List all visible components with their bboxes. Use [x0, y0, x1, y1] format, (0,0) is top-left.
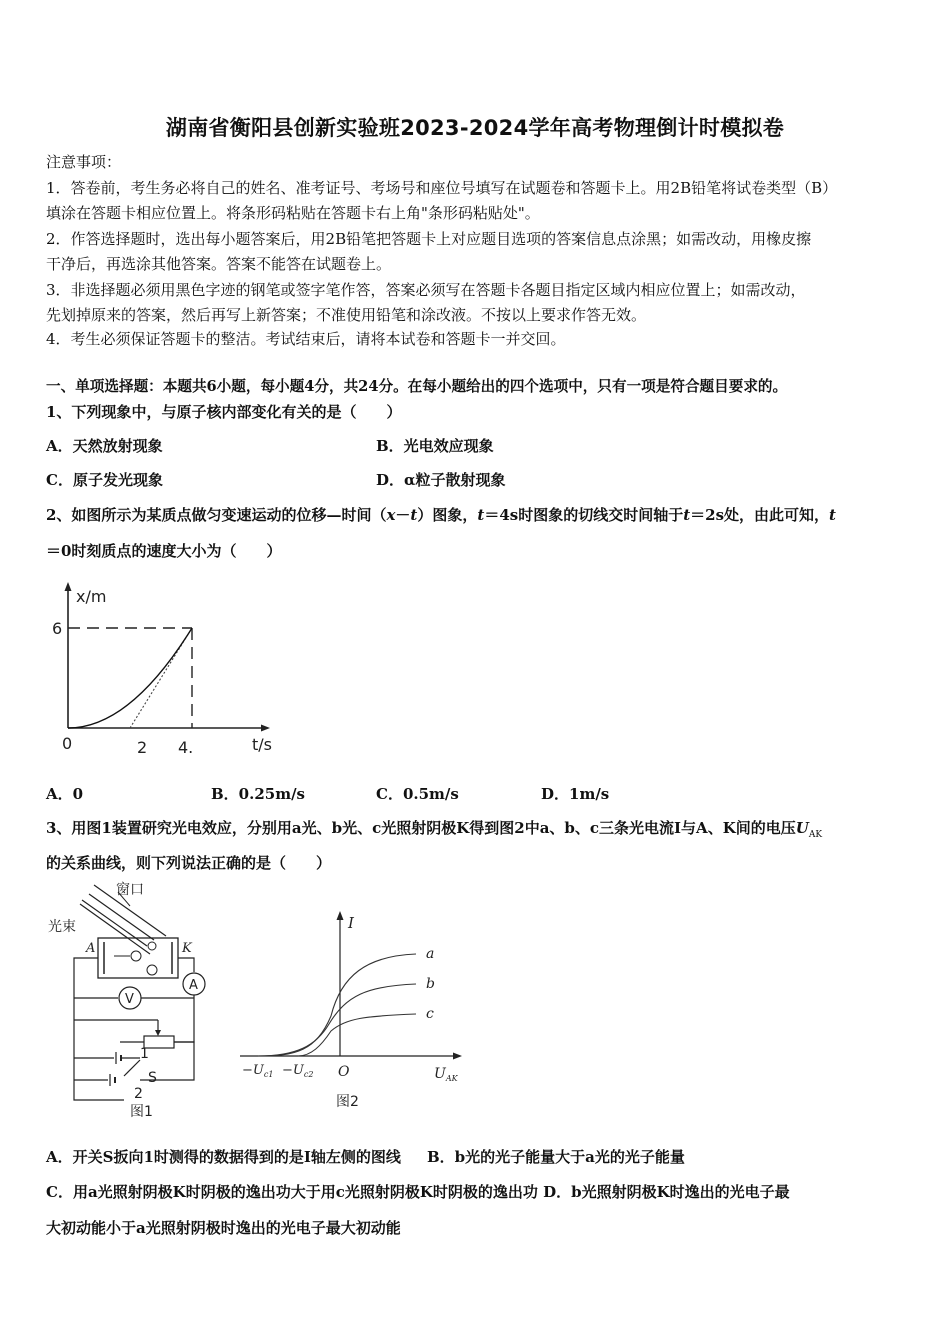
q2-stem-part-1: 2、如图所示为某质点做匀变速运动的位移—时间（ [46, 506, 387, 524]
u-main: U [434, 1066, 446, 1082]
curve-c [298, 1014, 416, 1056]
q2-var-t-3: t [683, 506, 691, 524]
anode-label: A [86, 941, 96, 956]
position-curve [68, 628, 192, 728]
notice-line-3: 2．作答选择题时，选出每小题答案后，用2B铅笔把答题卡上对应题目选项的答案信息点涂黑；如需改动，用橡皮擦 [46, 230, 812, 248]
i-axis-arrow [337, 911, 344, 920]
q2-stem-line-2: ＝0时刻质点的速度大小为（ ） [46, 542, 282, 560]
switch-position-2: 2 [134, 1086, 143, 1102]
section-heading: 一、单项选择题：本题共6小题，每小题4分，共24分。在每小题给出的四个选项中，只有一项是符合题目要求的。 [46, 378, 788, 395]
q3-stem-line-1 [46, 818, 822, 845]
q2-var-x: x [386, 506, 396, 524]
origin-label: O [338, 1064, 350, 1080]
switch-position-1: 1 [140, 1046, 149, 1062]
y-tick-6: 6 [52, 619, 63, 638]
voltmeter-label: V [125, 992, 134, 1007]
vacuum-tube [98, 938, 178, 978]
x-tick-0: 0 [62, 734, 73, 753]
q2-var-t: t [410, 506, 418, 524]
x-tick-2: 2 [137, 738, 148, 757]
stopping-voltage-c1 [242, 1063, 273, 1079]
q1-option-b: B．光电效应现象 [376, 437, 494, 455]
q2-option-a: A．0 [46, 785, 84, 803]
uc2-main: −U [282, 1063, 304, 1078]
q2-stem-part-4: ＝2s处，由此可知， [690, 506, 830, 524]
figure-1-caption: 图1 [130, 1104, 153, 1120]
q3-stem-part-1: 3、用图1装置研究光电效应，分别用a光、b光、c光照射阴极K得到图2中a、b、c三条光电流I与A、K间的电压 [46, 819, 796, 837]
x-tick-4: 4. [178, 738, 194, 757]
u-sub: AK [445, 1074, 458, 1083]
page-title: 湖南省衡阳县创新实验班2023-2024学年高考物理倒计时模拟卷 [165, 116, 785, 140]
notice-line-6: 先划掉原来的答案，然后再写上新答案；不准使用铅笔和涂改液。不按以上要求作答无效。 [46, 306, 647, 324]
curve-c-label: c [426, 1006, 434, 1022]
q2-position-time-graph [40, 578, 300, 768]
q2-stem-line-1 [46, 505, 836, 525]
electron-symbol [131, 951, 141, 961]
q2-var-t-4: t [829, 506, 836, 524]
light-beam-line [82, 900, 147, 946]
figure-2-caption: 图2 [336, 1094, 359, 1110]
uc1-sub: c1 [263, 1070, 274, 1079]
q2-option-b: B．0.25m/s [211, 785, 306, 803]
curve-b-label: b [426, 976, 435, 992]
q2-stem-part-2: ）图象， [417, 506, 478, 524]
uc2-sub: c2 [303, 1070, 314, 1079]
q3-option-row-ab [46, 1147, 685, 1167]
y-axis-arrow [65, 582, 72, 591]
notice-line-5: 3．非选择题必须用黑色字迹的钢笔或签字笔作答，答案必须写在答题卡各题目指定区域内相应位置上；如需改动， [46, 281, 806, 299]
q3-var-u: U [795, 819, 809, 837]
electron-symbol [148, 942, 156, 950]
q1-option-d: D．α粒子散射现象 [376, 471, 506, 489]
q3-option-cd-line-1: C．用a光照射阴极K时阴极的逸出功大于用c光照射阴极K时阴极的逸出功 D．b光照射阴极K时逸出的光电子最 [46, 1183, 790, 1201]
q1-option-a: A．天然放射现象 [46, 437, 163, 455]
q1-stem: 1、下列现象中，与原子核内部变化有关的是（ ） [46, 403, 402, 421]
x-axis-arrow [261, 725, 270, 732]
stopping-voltage-c2 [282, 1063, 313, 1079]
q2-option-d: D．1m/s [541, 785, 610, 803]
electron-symbol [147, 965, 157, 975]
curve-a [258, 954, 416, 1056]
circuit-wire [74, 958, 124, 1100]
switch-label: S [148, 1070, 157, 1086]
cathode-label: K [182, 941, 192, 956]
notice-line-7: 4．考生必须保证答题卡的整洁。考试结束后，请将本试卷和答题卡一并交回。 [46, 330, 566, 348]
q3-option-a: A．开关S扳向1时测得的数据得到的是I轴左侧的图线 [46, 1148, 401, 1166]
notice-line-2: 填涂在答题卡相应位置上。将条形码粘贴在答题卡右上角"条形码粘贴处"。 [46, 204, 540, 222]
q3-option-cd-line-2: 大初动能小于a光照射阴极时逸出的光电子最大初动能 [46, 1219, 401, 1237]
notice-heading: 注意事项： [46, 153, 122, 171]
x-axis-label: t/s [252, 735, 272, 754]
q2-stem-dash: － [395, 506, 411, 524]
q2-option-c: C．0.5m/s [376, 785, 459, 803]
u-axis-label [434, 1066, 459, 1083]
i-axis-label: I [348, 914, 354, 932]
notice-line-4: 干净后，再选涂其他答案。答案不能答在试题卷上。 [46, 255, 392, 273]
circuit-wire [178, 958, 194, 972]
q3-var-u-sub: AK [808, 830, 823, 840]
q1-option-c: C．原子发光现象 [46, 471, 163, 489]
u-axis-arrow [453, 1053, 462, 1060]
y-axis-label: x/m [76, 587, 107, 606]
curve-a-label: a [426, 946, 435, 962]
q3-option-b: B．b光的光子能量大于a光的光子能量 [426, 1148, 685, 1166]
uc1-main: −U [242, 1063, 264, 1078]
beam-label: 光束 [48, 919, 76, 935]
q3-figure-2-iu-curves [236, 906, 466, 1116]
window-label: 窗口 [116, 882, 144, 898]
rheostat-slider-arrow [155, 1030, 161, 1036]
ammeter-label: A [189, 978, 198, 993]
circuit-wire [174, 995, 194, 1042]
notice-line-1: 1．答卷前，考生务必将自己的姓名、准考证号、考场号和座位号填写在试题卷和答题卡上。用2B铅笔将试卷类型（B） [46, 179, 838, 197]
q3-stem-line-2: 的关系曲线，则下列说法正确的是（ ） [46, 854, 332, 872]
q2-stem-part-3: ＝4s时图象的切线交时间轴于 [484, 506, 684, 524]
q2-var-t-2: t [477, 506, 485, 524]
q3-figure-1-apparatus [44, 880, 220, 1122]
switch-blade [124, 1060, 140, 1076]
curve-b [258, 984, 416, 1056]
